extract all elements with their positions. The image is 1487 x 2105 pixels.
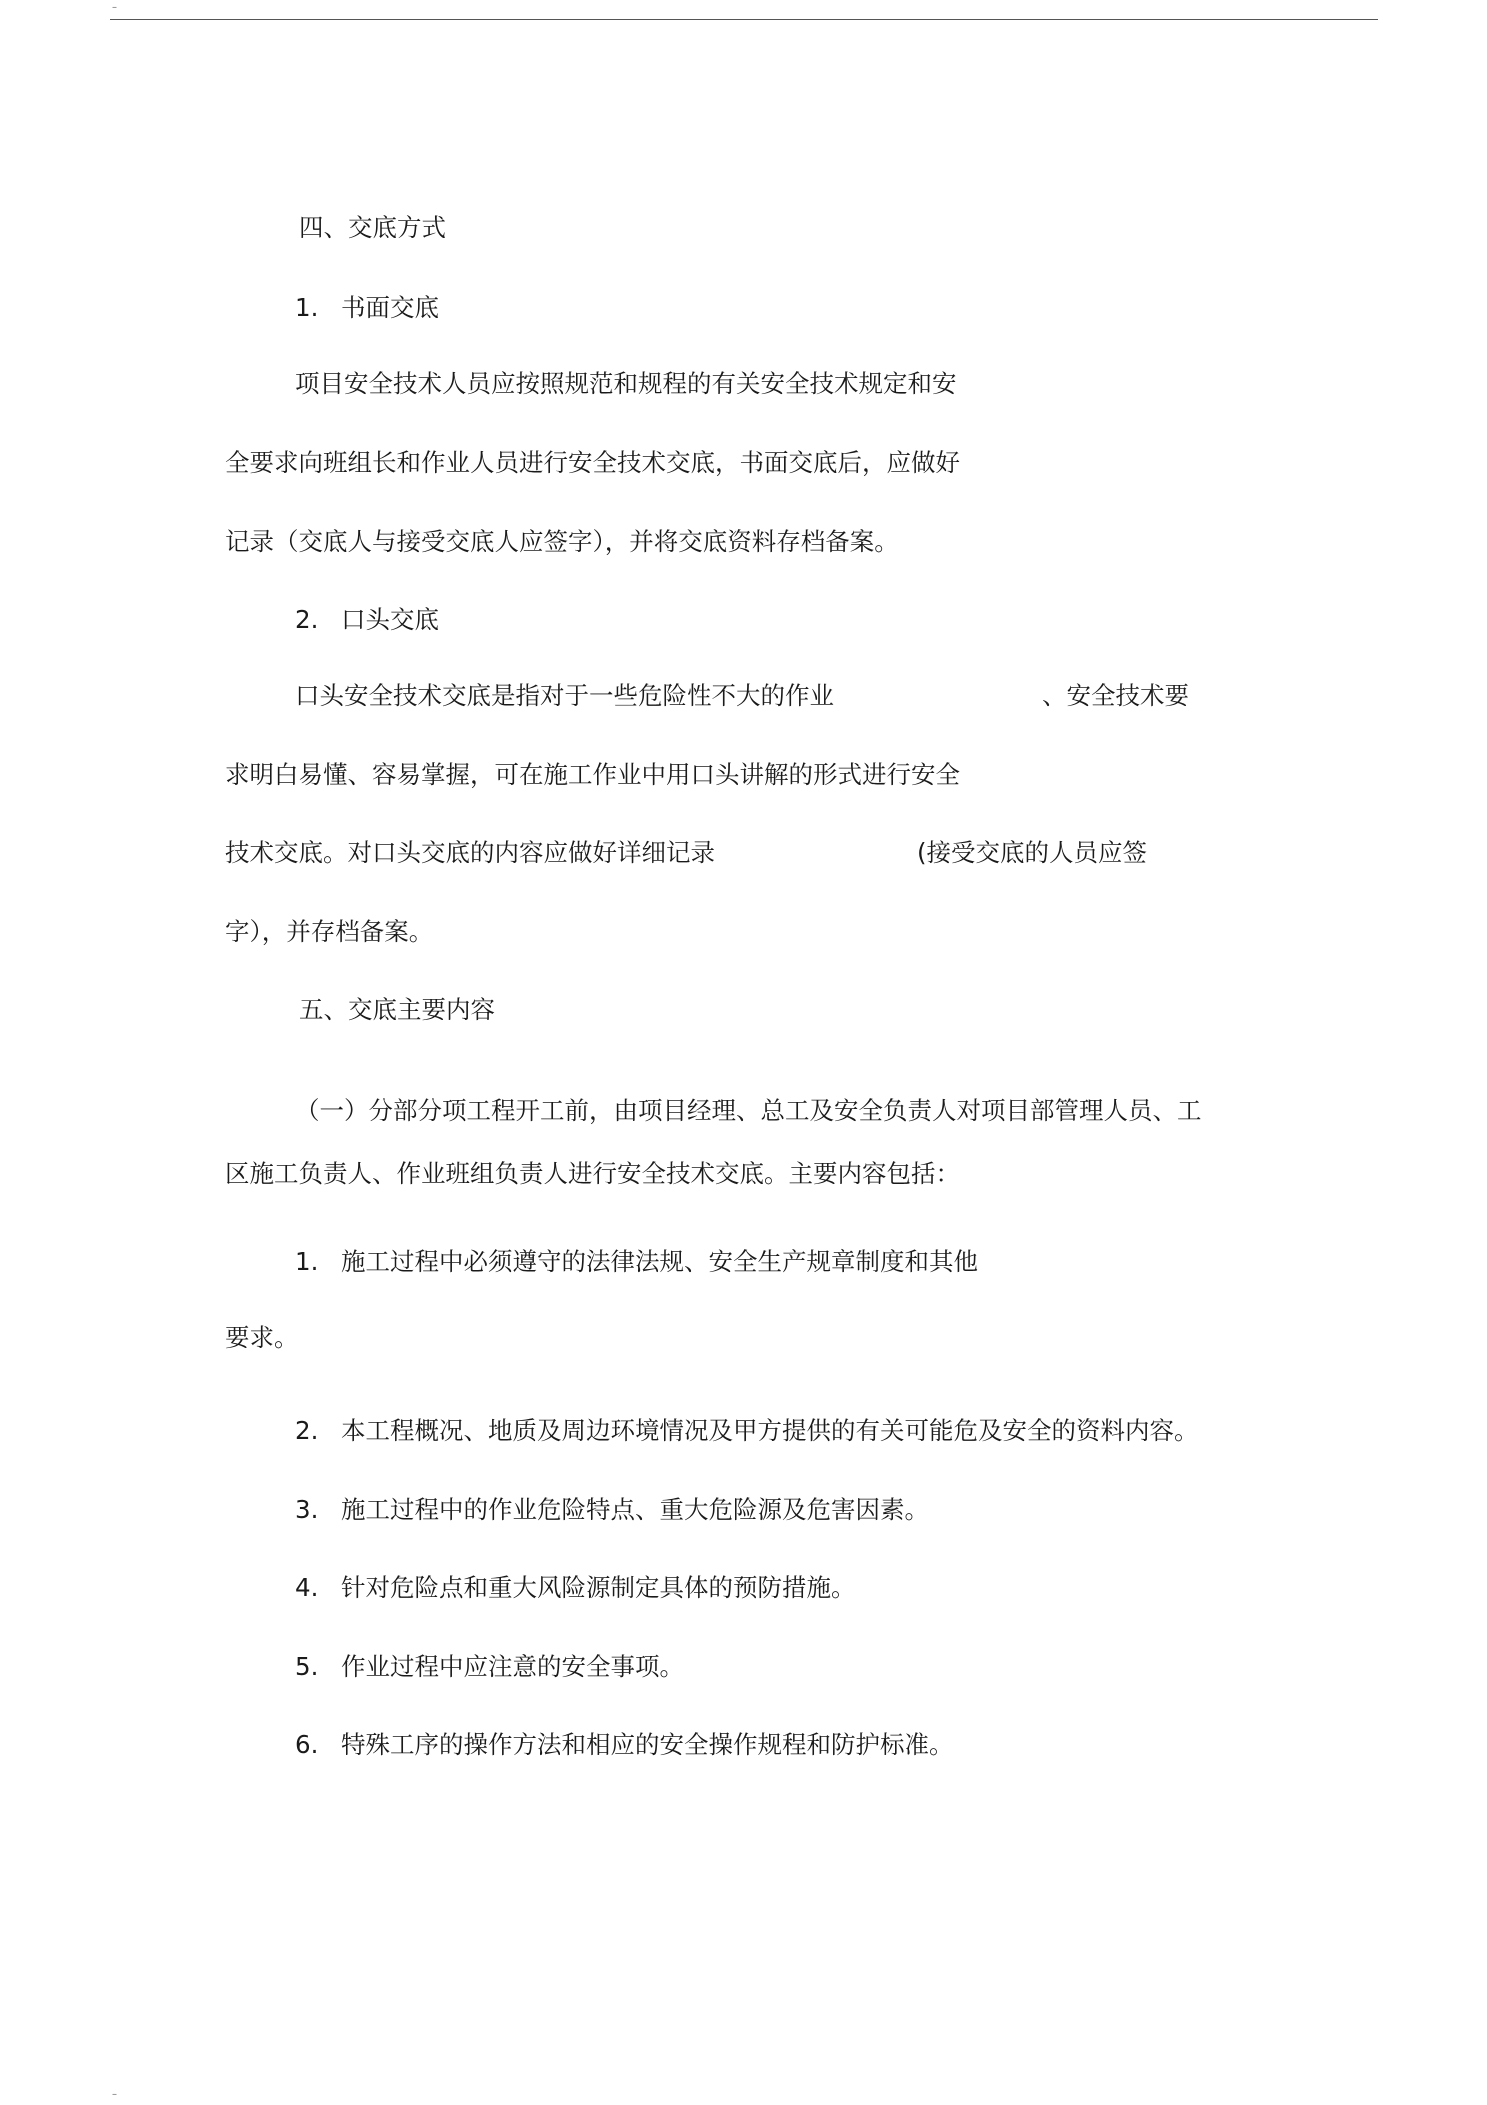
paragraph-line: （一）分部分项工程开工前，由项目经理、总工及安全负责人对项目部管理人员、工	[295, 1096, 1202, 1125]
item-number: 1.	[295, 1247, 319, 1276]
list-item-continuation: 要求。	[225, 1323, 299, 1352]
text-segment: 口头安全技术交底是指对于一些危险性不大的作业	[295, 681, 834, 710]
item-number: 2.	[295, 1416, 319, 1445]
paragraph-line: 区施工负责人、作业班组负责人进行安全技术交底。主要内容包括：	[225, 1159, 960, 1188]
item-text: 施工过程中的作业危险特点、重大危险源及危害因素。	[341, 1495, 929, 1524]
list-item	[295, 1246, 978, 1278]
item-number: 3.	[295, 1495, 319, 1524]
section-5-heading: 五、交底主要内容	[299, 995, 495, 1024]
text-segment: 、安全技术要	[1042, 681, 1189, 710]
item-text: 本工程概况、地质及周边环境情况及甲方提供的有关可能危及安全的资料内容。	[341, 1416, 1199, 1445]
text-segment: 技术交底。对口头交底的内容应做好详细记录	[225, 838, 715, 867]
item-number: 4.	[295, 1573, 319, 1602]
item-number: 1.	[295, 293, 319, 322]
section-4-heading: 四、交底方式	[299, 213, 446, 242]
list-item	[295, 1651, 684, 1683]
header-rule	[110, 19, 1378, 20]
item-title: 口头交底	[341, 605, 439, 634]
paragraph-line: 全要求向班组长和作业人员进行安全技术交底，书面交底后，应做好	[225, 448, 960, 477]
list-item	[295, 1572, 856, 1604]
paragraph-line: 记录（交底人与接受交底人应签字），并将交底资料存档备案。	[225, 527, 899, 556]
list-item	[295, 1494, 929, 1526]
item-number: 2.	[295, 605, 319, 634]
text-segment: (接受交底的人员应签	[917, 838, 1148, 867]
paragraph-line	[295, 680, 1189, 712]
item-written-disclosure	[295, 292, 439, 324]
item-oral-disclosure	[295, 604, 439, 636]
footer-mark: –	[112, 2089, 117, 2100]
paragraph-line: 求明白易懂、容易掌握，可在施工作业中用口头讲解的形式进行安全	[225, 760, 960, 789]
header-mark: –	[112, 2, 117, 13]
item-text: 针对危险点和重大风险源制定具体的预防措施。	[341, 1573, 856, 1602]
paragraph-line	[225, 837, 1147, 869]
item-text: 作业过程中应注意的安全事项。	[341, 1652, 684, 1681]
item-number: 5.	[295, 1652, 319, 1681]
list-item	[295, 1415, 1199, 1447]
paragraph-line: 项目安全技术人员应按照规范和规程的有关安全技术规定和安	[295, 369, 957, 398]
item-text: 施工过程中必须遵守的法律法规、安全生产规章制度和其他	[341, 1247, 978, 1276]
item-number: 6.	[295, 1730, 319, 1759]
paragraph-line: 字），并存档备案。	[225, 917, 434, 946]
list-item	[295, 1729, 954, 1761]
item-title: 书面交底	[341, 293, 439, 322]
item-text: 特殊工序的操作方法和相应的安全操作规程和防护标准。	[341, 1730, 954, 1759]
